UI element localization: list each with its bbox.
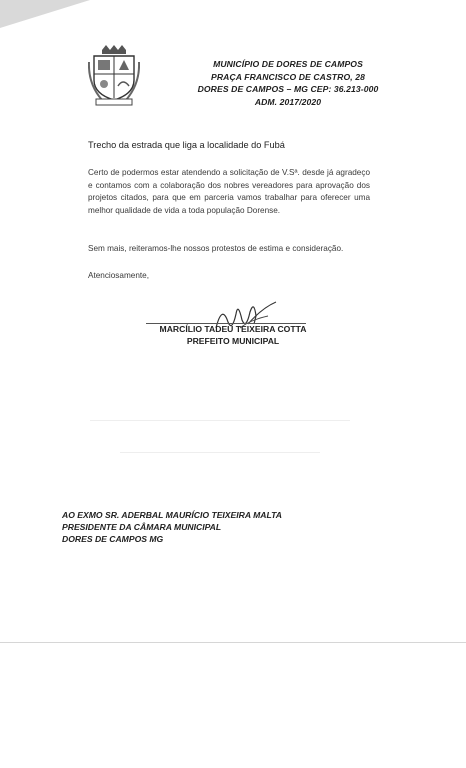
letter-subject: Trecho da estrada que liga a localidade do Fubá (88, 140, 285, 150)
closing-salutation: Atenciosamente, (88, 271, 149, 280)
letterhead-street: PRAÇA FRANCISCO DE CASTRO, 28 (211, 71, 365, 82)
signer-block (148, 323, 318, 347)
letterhead-administration: ADM. 2017/2020 (254, 96, 322, 107)
letterhead-city-cep: DORES DE CAMPOS – MG CEP: 36.213-000 (197, 84, 379, 94)
scan-corner-shadow (0, 0, 90, 28)
addressee-location: DORES DE CAMPOS MG (62, 534, 164, 544)
letterhead (188, 58, 388, 108)
signer-title: PREFEITO MUNICIPAL (186, 336, 280, 346)
addressee-title: PRESIDENTE DA CÂMARA MUNICIPAL (62, 522, 222, 532)
coat-of-arms-icon (88, 44, 140, 106)
letterhead-municipality: MUNICÍPIO DE DORES DE CAMPOS (213, 59, 363, 69)
body-paragraph-1: Certo de podermos estar atendendo a solicitação de V.Sª. desde já agradeço e contamos com a colaboração dos nobres vereadores para aprovação dos projetos citados, para que em parceria vamos trabalhar para oferecer uma melhor qualidade de vida a toda população Dorense. (88, 168, 370, 215)
addressee-block (62, 509, 282, 545)
body-paragraph-2: Sem mais, reiteramos-lhe nossos protestos de estima e consideração. (88, 244, 344, 253)
scan-bleed-line (120, 452, 320, 453)
page-fold-line (0, 642, 466, 643)
signer-name: MARCÍLIO TADEU TEIXEIRA COTTA (159, 324, 307, 334)
scan-bleed-line (90, 420, 350, 421)
addressee-name: AO EXMO SR. ADERBAL MAURÍCIO TEIXEIRA MALTA (62, 510, 282, 520)
